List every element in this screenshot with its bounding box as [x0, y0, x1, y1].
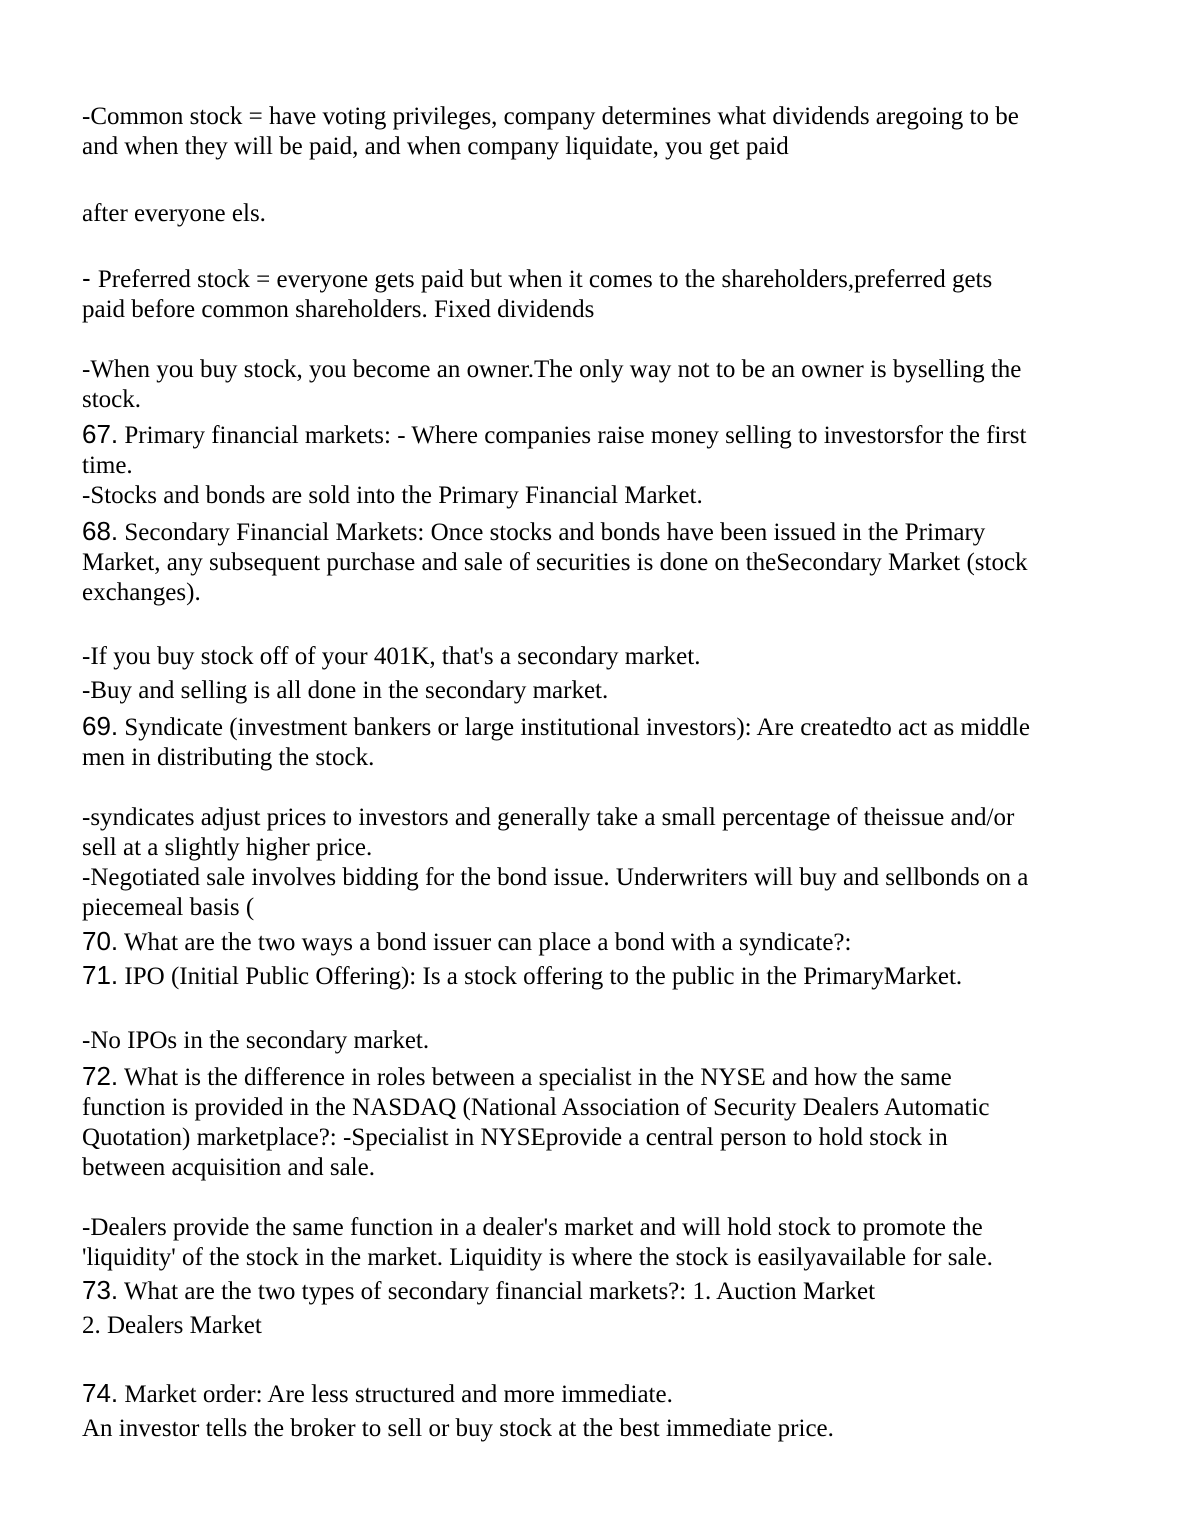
text-line: between acquisition and sale.	[82, 1154, 375, 1181]
text-segment: Primary financial markets: - Where companies raise money selling to investorsfor the first	[118, 422, 1027, 449]
ipo-note	[82, 1026, 1112, 1056]
question-number: 73.	[82, 1275, 119, 1305]
secondary-market-note	[82, 676, 1112, 706]
text-line: -When you buy stock, you become an owner.The only way not to be an owner is byselling the	[82, 356, 1022, 383]
text-line	[82, 516, 1112, 548]
text-line: sell at a slightly higher price.	[82, 834, 373, 861]
text-line: -If you buy stock off of your 401K, that's a secondary market.	[82, 643, 701, 670]
dealers-paragraph	[82, 1213, 1112, 1273]
text-line: piecemeal basis (	[82, 894, 255, 921]
text-segment: IPO (Initial Public Offering): Is a stock offering to the public in the PrimaryMarket.	[118, 963, 963, 990]
text-line: Market, any subsequent purchase and sale of securities is done on theSecondary Market (stock	[82, 549, 1028, 576]
401k-note	[82, 642, 1112, 672]
common-stock-paragraph	[82, 102, 1112, 162]
text-segment: What are the two types of secondary financial markets?: 1. Auction Market	[118, 1278, 876, 1305]
dash-marker: -	[82, 263, 98, 293]
primary-market-note	[82, 481, 1112, 511]
text-line	[82, 960, 1112, 992]
question-number: 69.	[82, 711, 119, 741]
text-segment: Secondary Financial Markets: Once stocks and bonds have been issued in the Primary	[118, 519, 986, 546]
question-69	[82, 711, 1112, 773]
question-number: 67.	[82, 419, 119, 449]
question-71	[82, 960, 1112, 992]
text-line: Quotation) marketplace?: -Specialist in NYSEprovide a central person to hold stock in	[82, 1124, 948, 1151]
question-72	[82, 1061, 1112, 1183]
continuation-paragraph	[82, 199, 1112, 229]
text-segment: Market order: Are less structured and more immediate.	[118, 1381, 673, 1408]
text-line: -Negotiated sale involves bidding for the bond issue. Underwriters will buy and sellbonds on a	[82, 864, 1029, 891]
text-line: and when they will be paid, and when company liquidate, you get paid	[82, 133, 789, 160]
negotiated-sale-paragraph	[82, 863, 1112, 923]
text-line: -Stocks and bonds are sold into the Primary Financial Market.	[82, 482, 703, 509]
text-line: 2. Dealers Market	[82, 1312, 262, 1339]
question-number: 74.	[82, 1378, 119, 1408]
text-line: -No IPOs in the secondary market.	[82, 1027, 430, 1054]
question-73	[82, 1275, 1112, 1341]
question-70	[82, 926, 1112, 958]
question-67	[82, 419, 1112, 481]
text-line: function is provided in the NASDAQ (National Association of Security Dealers Automatic	[82, 1094, 990, 1121]
preferred-stock-paragraph	[82, 263, 1112, 325]
text-line	[82, 1378, 1112, 1410]
ownership-paragraph	[82, 355, 1112, 415]
text-line: exchanges).	[82, 579, 201, 606]
text-line: An investor tells the broker to sell or buy stock at the best immediate price.	[82, 1415, 834, 1442]
question-number: 68.	[82, 516, 119, 546]
text-line: men in distributing the stock.	[82, 744, 375, 771]
text-segment: Preferred stock = everyone gets paid but when it comes to the shareholders,preferred gets	[97, 266, 993, 293]
text-line: stock.	[82, 386, 142, 413]
question-68	[82, 516, 1112, 608]
text-line: -Buy and selling is all done in the secondary market.	[82, 677, 609, 704]
text-line	[82, 1061, 1112, 1093]
text-line: -Dealers provide the same function in a dealer's market and will hold stock to promote the	[82, 1214, 983, 1241]
text-segment: What are the two ways a bond issuer can place a bond with a syndicate?:	[118, 929, 852, 956]
question-74	[82, 1378, 1112, 1444]
text-line: -syndicates adjust prices to investors and generally take a small percentage of theissue and/or	[82, 804, 1015, 831]
syndicates-paragraph	[82, 803, 1112, 863]
text-line: 'liquidity' of the stock in the market. Liquidity is where the stock is easilyavailable for sale.	[82, 1244, 993, 1271]
text-line: -Common stock = have voting privileges, company determines what dividends aregoing to be	[82, 103, 1019, 130]
text-line: paid before common shareholders. Fixed dividends	[82, 296, 595, 323]
text-line	[82, 419, 1112, 451]
question-number: 70.	[82, 926, 119, 956]
text-line	[82, 711, 1112, 743]
question-number: 71.	[82, 960, 119, 990]
text-line	[82, 1275, 1112, 1307]
text-segment: What is the difference in roles between a specialist in the NYSE and how the same	[118, 1064, 952, 1091]
text-line	[82, 263, 1112, 295]
text-line: after everyone els.	[82, 200, 266, 227]
text-line	[82, 926, 1112, 958]
text-line: time.	[82, 452, 133, 479]
text-segment: Syndicate (investment bankers or large institutional investors): Are createdto act as middle	[118, 714, 1030, 741]
question-number: 72.	[82, 1061, 119, 1091]
